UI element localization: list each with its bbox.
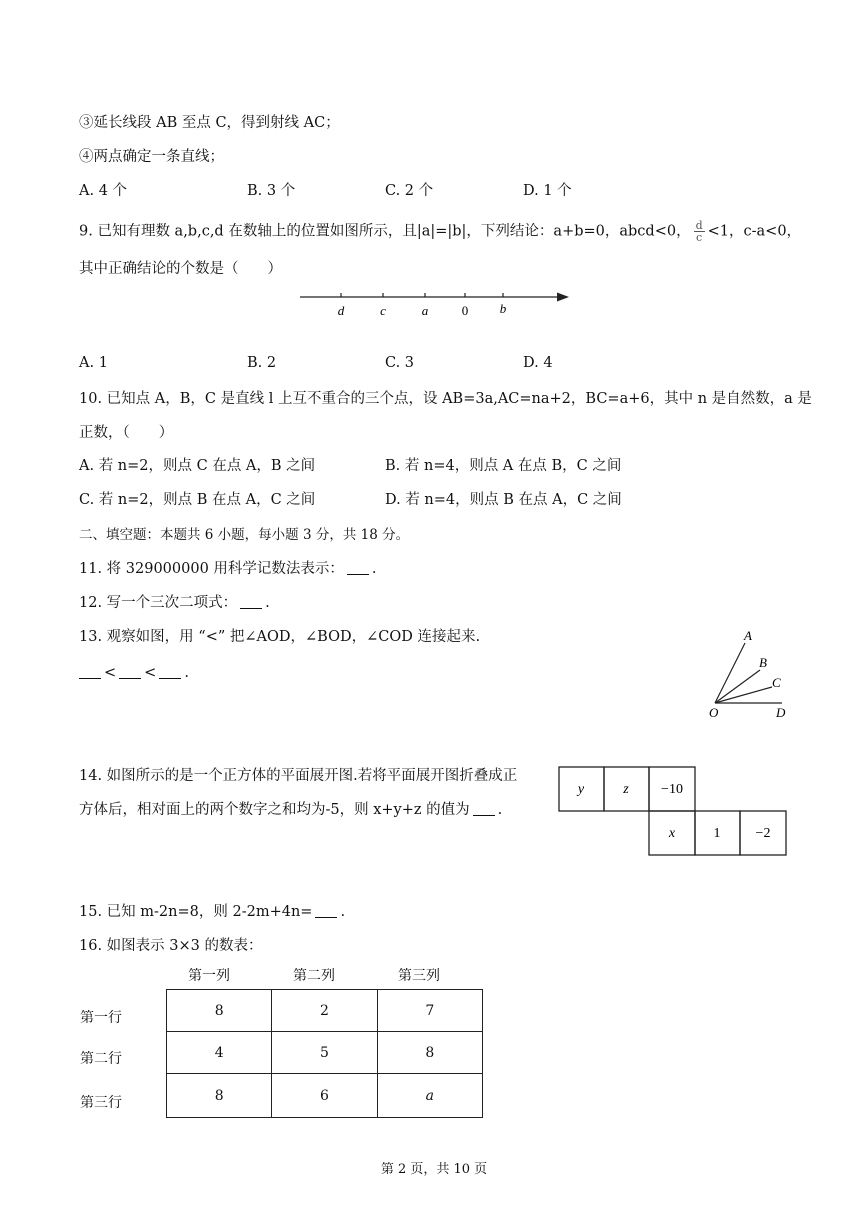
- q11-text: 11. 将 329000000 用科学记数法表示：: [79, 561, 344, 577]
- angle-figure: [700, 625, 800, 725]
- q9-option-d: D. 4: [523, 355, 553, 371]
- net-text-neg10: −10: [661, 782, 683, 797]
- label-0: 0: [461, 303, 469, 318]
- answer-blank: [159, 664, 181, 679]
- number-line-arrow-icon: [557, 293, 569, 302]
- q12-stem: [79, 593, 270, 613]
- q13-stem: 13. 观察如图，用 “<” 把∠AOD，∠BOD，∠COD 连接起来.: [79, 629, 481, 645]
- q10-option-b: B. 若 n=4，则点 A 在点 B，C 之间: [385, 458, 622, 474]
- q10-stem-line2: 正数，（ ）: [79, 425, 174, 441]
- table-cell: a: [377, 1074, 482, 1118]
- net-text-y: y: [577, 782, 585, 797]
- q14-end: .: [497, 802, 503, 818]
- point-c-label: C: [772, 675, 781, 690]
- row-header-1: 第一行: [80, 1010, 122, 1026]
- q9-stem-line2: 其中正确结论的个数是（ ）: [79, 261, 282, 277]
- table-cell: 8: [167, 990, 272, 1032]
- q8-option-d: D. 1 个: [523, 183, 572, 199]
- q8-option-c: C. 2 个: [385, 183, 434, 199]
- point-a-label: A: [744, 628, 752, 643]
- page-footer: 第 2 页，共 10 页: [380, 1162, 488, 1177]
- q9-option-b: B. 2: [247, 355, 277, 371]
- lt-sign: <: [144, 665, 157, 681]
- q9-fraction: [694, 220, 705, 243]
- q9-frac-num: d: [695, 219, 703, 232]
- ray-oa: [715, 643, 745, 703]
- answer-blank: [119, 664, 141, 679]
- section-heading: 二、填空题：本题共 6 小题，每小题 3 分，共 18 分。: [79, 527, 410, 543]
- table-cell: 4: [167, 1032, 272, 1074]
- q12-end: .: [265, 595, 270, 611]
- q11-stem: [79, 559, 377, 579]
- table-cell: 6: [272, 1074, 377, 1118]
- point-o-label: O: [709, 705, 719, 720]
- q14-text: 方体后，相对面上的两个数字之和均为-5，则 x+y+z 的值为: [79, 802, 470, 818]
- point-d-label: D: [776, 705, 786, 720]
- q16-stem: 16. 如图表示 3×3 的数表：: [79, 938, 263, 954]
- col-header-3: 第三列: [398, 968, 440, 984]
- answer-blank: [79, 664, 101, 679]
- net-text-neg2: −2: [755, 826, 771, 841]
- table-cell: 8: [167, 1074, 272, 1118]
- q10-option-c: C. 若 n=2，则点 B 在点 A，C 之间: [79, 492, 316, 508]
- col-header-1: 第一列: [188, 968, 230, 984]
- answer-blank: [347, 560, 369, 575]
- q9-stem-suffix: <1，c-a<0，: [707, 223, 802, 240]
- lt-sign: <: [104, 665, 117, 681]
- q8-option-a: A. 4 个: [79, 183, 128, 199]
- q15-end: .: [340, 904, 346, 920]
- q11-end: .: [371, 561, 377, 577]
- q15-text: 15. 已知 m-2n=8，则 2-2m+4n=: [79, 904, 313, 920]
- row-header-2: 第二行: [80, 1051, 122, 1067]
- col-header-2: 第二列: [293, 968, 335, 984]
- row-header-3: 第三行: [80, 1095, 122, 1111]
- q10-stem-line1: 10. 已知点 A，B，C 是直线 l 上互不重合的三个点，设 AB=3a,AC=na+2，BC=a+6，其中 n 是自然数，a 是: [79, 391, 812, 407]
- q10-option-a: A. 若 n=2，则点 C 在点 A，B 之间: [79, 458, 316, 474]
- table-cell: 7: [377, 990, 482, 1032]
- point-b-label: B: [759, 655, 767, 670]
- answer-blank: [240, 594, 262, 609]
- q9-number-line: [295, 285, 580, 325]
- net-text-x: x: [668, 826, 676, 841]
- q9-frac-den: c: [696, 231, 703, 244]
- ray-oc: [715, 687, 772, 703]
- q10-option-d: D. 若 n=4，则点 B 在点 A，C 之间: [385, 492, 622, 508]
- net-text-1: 1: [713, 826, 721, 841]
- q9-stem-line1: [79, 220, 801, 243]
- q15-stem: [79, 902, 345, 922]
- table-cell: 8: [377, 1032, 482, 1074]
- label-c: c: [380, 303, 386, 318]
- cube-net: [558, 766, 790, 858]
- q9-option-c: C. 3: [385, 355, 415, 371]
- label-a: a: [421, 303, 429, 318]
- table-row: [167, 1032, 483, 1074]
- q9-stem-prefix: 9. 已知有理数 a,b,c,d 在数轴上的位置如图所示，且|a|=|b|，下列结论：a+b=0，abcd<0，: [79, 223, 691, 240]
- table-cell: 5: [272, 1032, 377, 1074]
- q12-text: 12. 写一个三次二项式：: [79, 595, 238, 611]
- q8-item4: ④两点确定一条直线；: [79, 149, 224, 165]
- label-d: d: [337, 303, 345, 318]
- ray-ob: [715, 670, 760, 703]
- q14-stem-line2: [79, 800, 502, 820]
- label-b: b: [499, 301, 507, 316]
- answer-blank: [473, 801, 495, 816]
- table-cell: 2: [272, 990, 377, 1032]
- q13-end: .: [184, 665, 189, 681]
- q8-option-b: B. 3 个: [247, 183, 296, 199]
- table-row: [167, 990, 483, 1032]
- q8-item3: ③延长线段 AB 至点 C，得到射线 AC；: [79, 115, 340, 131]
- number-table: [166, 989, 483, 1118]
- answer-blank: [315, 903, 337, 918]
- q13-answer-line: [79, 663, 189, 683]
- table-row: [167, 1074, 483, 1118]
- net-text-z: z: [623, 782, 629, 797]
- q9-option-a: A. 1: [79, 355, 108, 371]
- q14-stem-line1: 14. 如图所示的是一个正方体的平面展开图.若将平面展开图折叠成正: [79, 768, 518, 784]
